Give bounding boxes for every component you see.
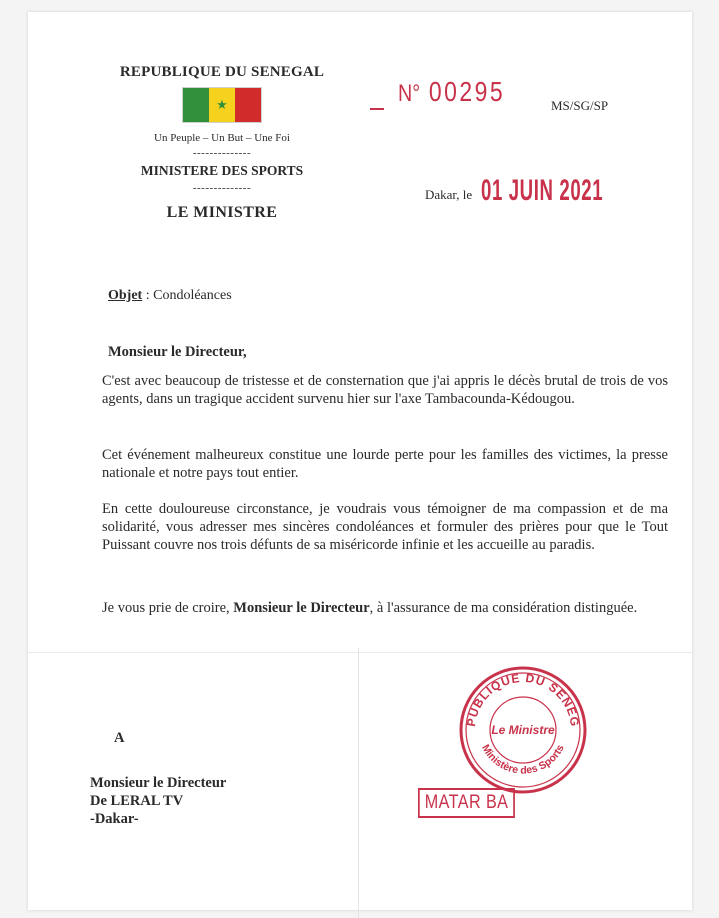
recipient-line: -Dakar-	[90, 811, 139, 827]
flag-star-icon: ★	[216, 97, 228, 113]
closing-bold: Monsieur le Directeur	[233, 600, 370, 616]
fold-line-vertical	[358, 648, 359, 918]
recipient-line: Monsieur le Directeur	[90, 775, 227, 791]
national-motto: Un Peuple – Un But – Une Foi	[154, 132, 290, 144]
closing-paragraph	[102, 599, 668, 617]
ministry-name: MINISTERE DES SPORTS	[140, 163, 304, 178]
separator: --------------	[192, 182, 252, 194]
recipient-a: A	[114, 730, 125, 746]
fold-line-horizontal	[28, 652, 692, 653]
flag-red-band	[235, 88, 261, 122]
object-text: : Condoléances	[145, 288, 232, 303]
seal-center-text: Le Ministre	[491, 723, 555, 737]
flag-yellow-band	[209, 88, 235, 122]
separator: --------------	[192, 147, 252, 159]
minister-title: LE MINISTRE	[166, 204, 278, 221]
reference-number: 00295	[428, 76, 506, 107]
object-label: Objet	[108, 288, 143, 303]
reference-underline	[370, 108, 384, 110]
recipient-line: De LERAL TV	[90, 793, 184, 809]
reference-number-stamp	[398, 76, 505, 108]
svg-text:Ministère des Sports	[479, 743, 567, 777]
seal-bottom-text: Ministère des Sports	[479, 742, 567, 777]
letter-page	[28, 12, 692, 910]
closing-before: Je vous prie de croire,	[102, 600, 230, 616]
senegal-flag-icon	[182, 87, 262, 123]
official-seal-icon	[453, 656, 593, 796]
paragraph: C'est avec beaucoup de tristesse et de consternation que j'ai appris le décès brutal de trois de vos agents, dans un tragique accident survenu hier sur l'axe Tambacounda-Kédougou.	[102, 373, 668, 407]
reference-suffix: MS/SG/SP	[551, 98, 609, 113]
paragraph: En cette douloureuse circonstance, je voudrais vous témoigner de ma compassion et de ma solidarité, vous adresser mes sincères condoléances et formuler des prières pour que le Tout Puissant couvre nos trois défunts de sa miséricorde infinie et les accueille au paradis.	[102, 501, 668, 553]
letterhead	[112, 64, 332, 222]
salutation: Monsieur le Directeur,	[108, 344, 247, 360]
date-stamp: 01 JUIN 2021	[481, 174, 604, 207]
letter-object	[108, 288, 232, 304]
signature-stamp: MATAR BA	[418, 788, 515, 818]
recipient-address	[90, 774, 226, 828]
date-label: Dakar, le	[425, 187, 473, 202]
reference-prefix: N°	[398, 80, 421, 107]
paragraph: Cet événement malheureux constitue une lourde perte pour les familles des victimes, la presse nationale et notre pays tout entier.	[102, 447, 668, 481]
seal-outer-text: PUBLIQUE DU SENEG	[464, 670, 583, 729]
flag-green-band	[183, 88, 209, 122]
seal-graphic	[453, 656, 593, 796]
closing-after: , à l'assurance de ma considération distinguée.	[369, 600, 638, 616]
republic-title: REPUBLIQUE DU SENEGAL	[119, 64, 325, 80]
